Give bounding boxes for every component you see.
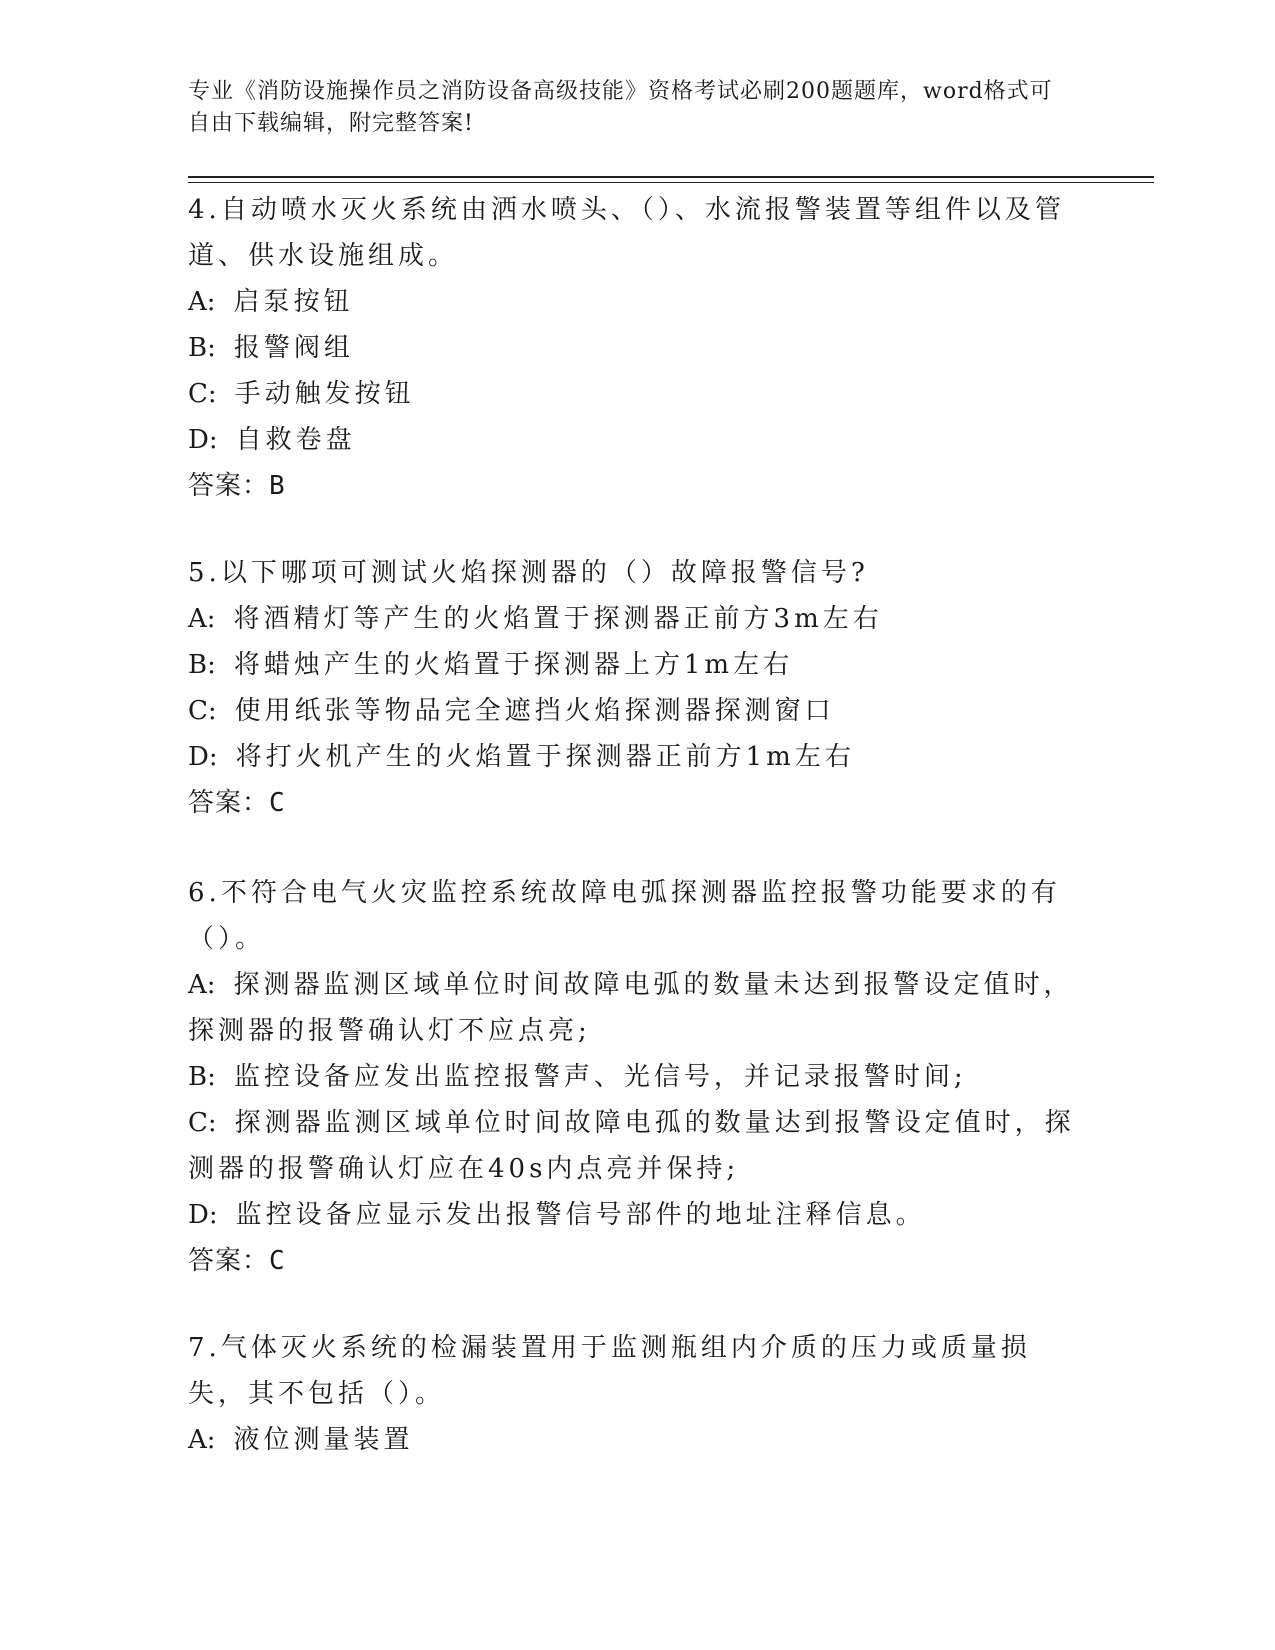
question-body: 以下哪项可测试火焰探测器的（）故障报警信号? [220,558,869,588]
question-text [188,870,1088,962]
option-text: 启泵按钮 [233,287,354,317]
question-text [188,1325,1088,1417]
option-key: D [188,742,209,772]
answer-value: C [269,1246,286,1276]
question-text [188,187,1088,279]
option-d [188,417,1088,463]
option-key: A [188,1425,207,1455]
answer-line [188,1238,1088,1284]
option-key: C [188,1108,208,1138]
option-separator: : [206,604,220,634]
option-separator: : [207,333,220,363]
option-key: A [188,970,207,1000]
answer-value: B [269,471,286,501]
option-c [188,688,1088,734]
option-separator: : [206,1425,220,1455]
option-b [188,642,1088,688]
question-7 [188,1325,1088,1463]
option-a [188,962,1088,1054]
option-d [188,734,1088,780]
option-key: B [188,650,208,680]
option-text: 使用纸张等物品完全遮挡火焰探测器探测窗口 [234,696,835,726]
question-5 [188,550,1088,826]
answer-label: 答案： [188,471,270,501]
option-separator: : [207,379,221,409]
answer-line [188,780,1088,826]
option-key: C [188,696,208,726]
question-body: 气体灭火系统的检漏装置用于监测瓶组内介质的压力或质量损失，其不包括（）。 [188,1333,1031,1409]
option-text: 将蜡烛产生的火焰置于探测器上方1m左右 [233,650,794,680]
option-key: A [188,604,207,634]
option-separator: : [207,696,221,726]
option-text: 手动触发按钮 [234,379,415,409]
option-text: 报警阀组 [233,333,354,363]
option-b [188,325,1088,371]
option-text: 探测器监测区域单位时间故障电弧的数量未达到报警设定值时，探测器的报警确认灯不应点亮; [188,970,1074,1046]
option-key: C [188,379,208,409]
option-text: 将打火机产生的火焰置于探测器正前方1m左右 [235,742,855,772]
answer-label: 答案： [188,1246,270,1276]
question-body: 自动喷水灭火系统由洒水喷头、（）、水流报警装置等组件以及管道、供水设施组成。 [188,195,1065,271]
option-key: B [188,333,208,363]
option-separator: : [208,742,222,772]
option-text: 监控设备应发出监控报警声、光信号，并记录报警时间; [233,1062,967,1092]
option-d [188,1192,1088,1238]
question-4 [188,187,1088,509]
question-text [188,550,1088,596]
option-separator: : [206,287,220,317]
option-b [188,1054,1088,1100]
option-separator: : [208,425,222,455]
question-number: 5. [188,558,221,588]
option-text: 探测器监测区域单位时间故障电孤的数量达到报警设定值时，探测器的报警确认灯应在40s内点亮并保持; [188,1108,1075,1184]
option-key: D [188,425,209,455]
answer-line [188,463,1088,509]
page-header [188,76,1068,140]
option-key: D [188,1200,209,1230]
option-separator: : [207,1062,220,1092]
option-c [188,371,1088,417]
option-key: A [188,287,207,317]
option-a [188,596,1088,642]
header-title: 专业《消防设施操作员之消防设备高级技能》资格考试必刷200题题库，word格式可自由下载编辑，附完整答案! [188,79,1053,136]
option-text: 将酒精灯等产生的火焰置于探测器正前方3m左右 [233,604,883,634]
answer-label: 答案： [188,788,270,818]
option-key: B [188,1062,208,1092]
option-separator: : [207,1108,221,1138]
question-number: 4. [188,195,221,225]
header-divider-thin [188,182,1154,183]
option-text: 自救卷盘 [235,425,356,455]
option-a [188,279,1088,325]
question-body: 不符合电气火灾监控系统故障电弧探测器监控报警功能要求的有（）。 [188,878,1061,954]
answer-value: C [269,788,286,818]
question-number: 7. [188,1333,221,1363]
option-text: 监控设备应显示发出报警信号部件的地址注释信息。 [235,1200,926,1230]
option-a [188,1417,1088,1463]
option-separator: : [208,1200,222,1230]
option-text: 液位测量装置 [233,1425,414,1455]
option-separator: : [206,970,220,1000]
question-number: 6. [188,878,221,908]
option-separator: : [207,650,220,680]
header-divider [188,176,1154,178]
option-c [188,1100,1088,1192]
question-6 [188,870,1088,1284]
